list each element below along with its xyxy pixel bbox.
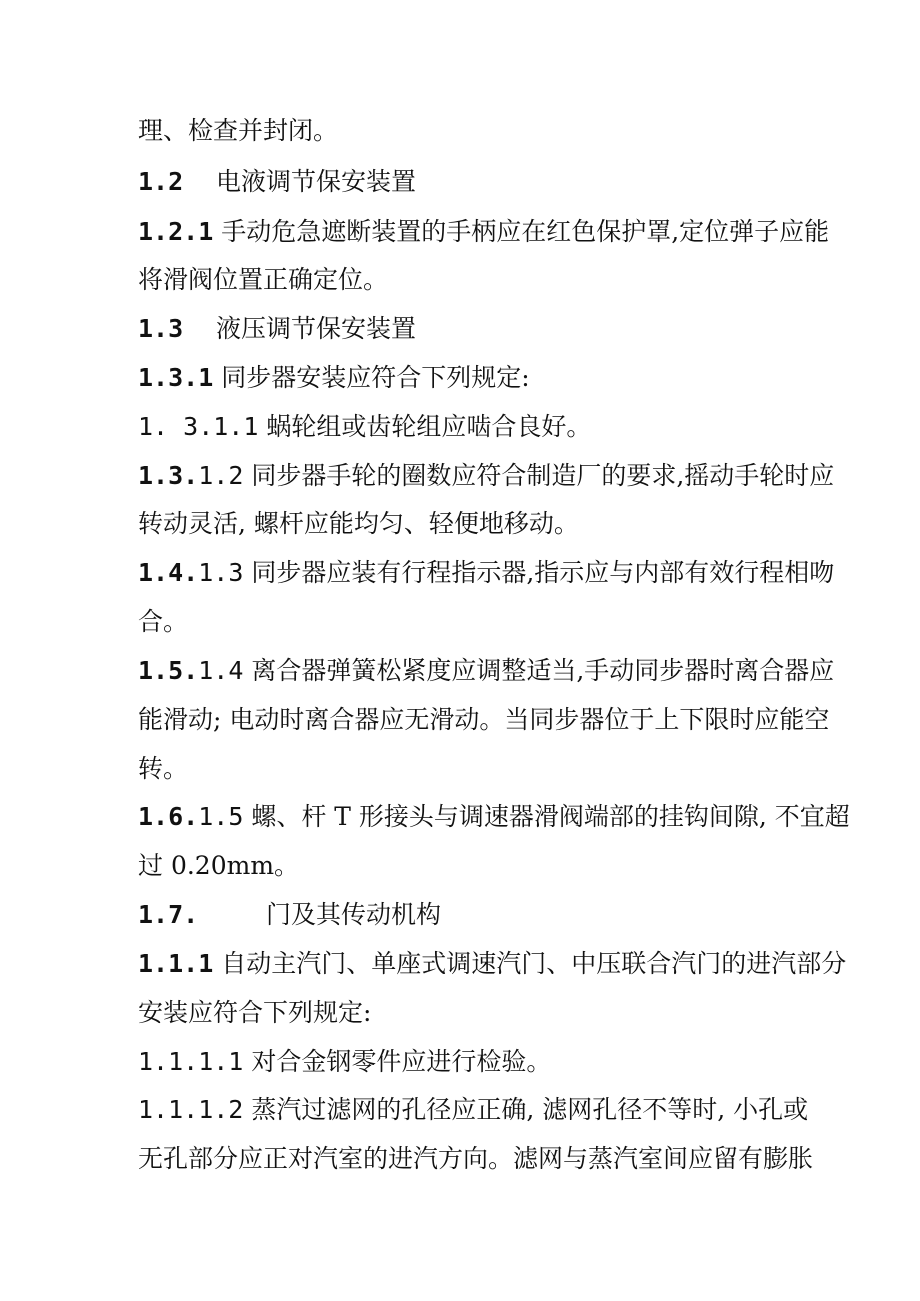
section-heading [138,166,798,198]
section-title: 电液调节保安装置 [215,167,416,196]
text-line [138,704,830,736]
clause-text: 蒸汽过滤网的孔径应正确, 滤网孔径不等时, 小孔或 [251,1095,809,1124]
clause-text: 自动主汽门、单座式调速汽门、中压联合汽门的进汽部分 [221,949,847,978]
line-text: 转。 [138,754,189,783]
section-title: 液压调节保安装置 [215,314,416,343]
text-line [138,997,798,1029]
clause-number: 1.1.1 [138,949,214,978]
clause-line [138,216,830,248]
line-text: 将滑阀位置正确定位。 [138,265,389,294]
clause-subnumber: 1.4 [198,656,244,685]
text-line [138,850,798,882]
line-text: 转动灵活, 螺杆应能均匀、轻便地移动。 [138,509,579,538]
section-title: 门及其传动机构 [265,900,441,929]
section-number: 1.2 [138,167,184,196]
section-number: 1.3 [138,314,184,343]
clause-number: 1.1.1.1 [138,1047,244,1076]
line-text: 合。 [138,607,189,636]
text-line [138,115,798,147]
clause-text: 蜗轮组或齿轮组应啮合良好。 [266,412,592,441]
line-text: 无孔部分应正对汽室的进汽方向。滤网与蒸汽室间应留有膨胀 [138,1144,814,1173]
text-line [138,508,798,540]
text-line [138,606,798,638]
clause-subnumber: 1.5 [198,802,244,831]
section-heading [138,899,798,931]
clause-number: 1.2.1 [138,217,214,246]
clause-line [138,1046,798,1078]
line-text: 理、检查并封闭。 [138,116,339,145]
section-number: 1.7. [138,900,199,929]
clause-text: 离合器弹簧松紧度应调整适当,手动同步器时离合器应 [251,656,835,685]
clause-number: 1.4. [138,558,199,587]
text-line [138,264,798,296]
clause-number: 1.3. [138,461,199,490]
text-line [138,1143,814,1175]
clause-line [138,460,835,492]
clause-number: 1.3.1 [138,363,214,392]
clause-number: 1.1.1.2 [138,1095,244,1124]
line-text: 安装应符合下列规定: [138,998,372,1027]
clause-number: 1.6. [138,802,199,831]
section-heading [138,313,798,345]
clause-text: 同步器手轮的圈数应符合制造厂的要求,摇动手轮时应 [251,461,835,490]
clause-subnumber: 1.3 [198,558,244,587]
clause-line [138,801,850,833]
clause-text: 同步器应装有行程指示器,指示应与内部有效行程相吻 [251,558,835,587]
line-text: 过 0.20mm。 [138,851,300,880]
clause-text: 同步器安装应符合下列规定: [221,363,530,392]
clause-text: 手动危急遮断装置的手柄应在红色保护罩,定位弹子应能 [221,217,830,246]
text-line [138,753,798,785]
clause-line [138,411,798,443]
clause-number: 1. 3.1.1 [138,412,259,441]
clause-line [138,655,835,687]
clause-number: 1.5. [138,656,199,685]
clause-text: 对合金钢零件应进行检验。 [251,1047,552,1076]
clause-line [138,948,847,980]
clause-line [138,557,835,589]
clause-line [138,362,798,394]
line-text: 能滑动; 电动时离合器应无滑动。当同步器位于上下限时应能空 [138,705,830,734]
clause-text: 螺、杆 T 形接头与调速器滑阀端部的挂钩间隙, 不宜超 [251,802,850,831]
clause-line [138,1094,809,1126]
clause-subnumber: 1.2 [198,461,244,490]
